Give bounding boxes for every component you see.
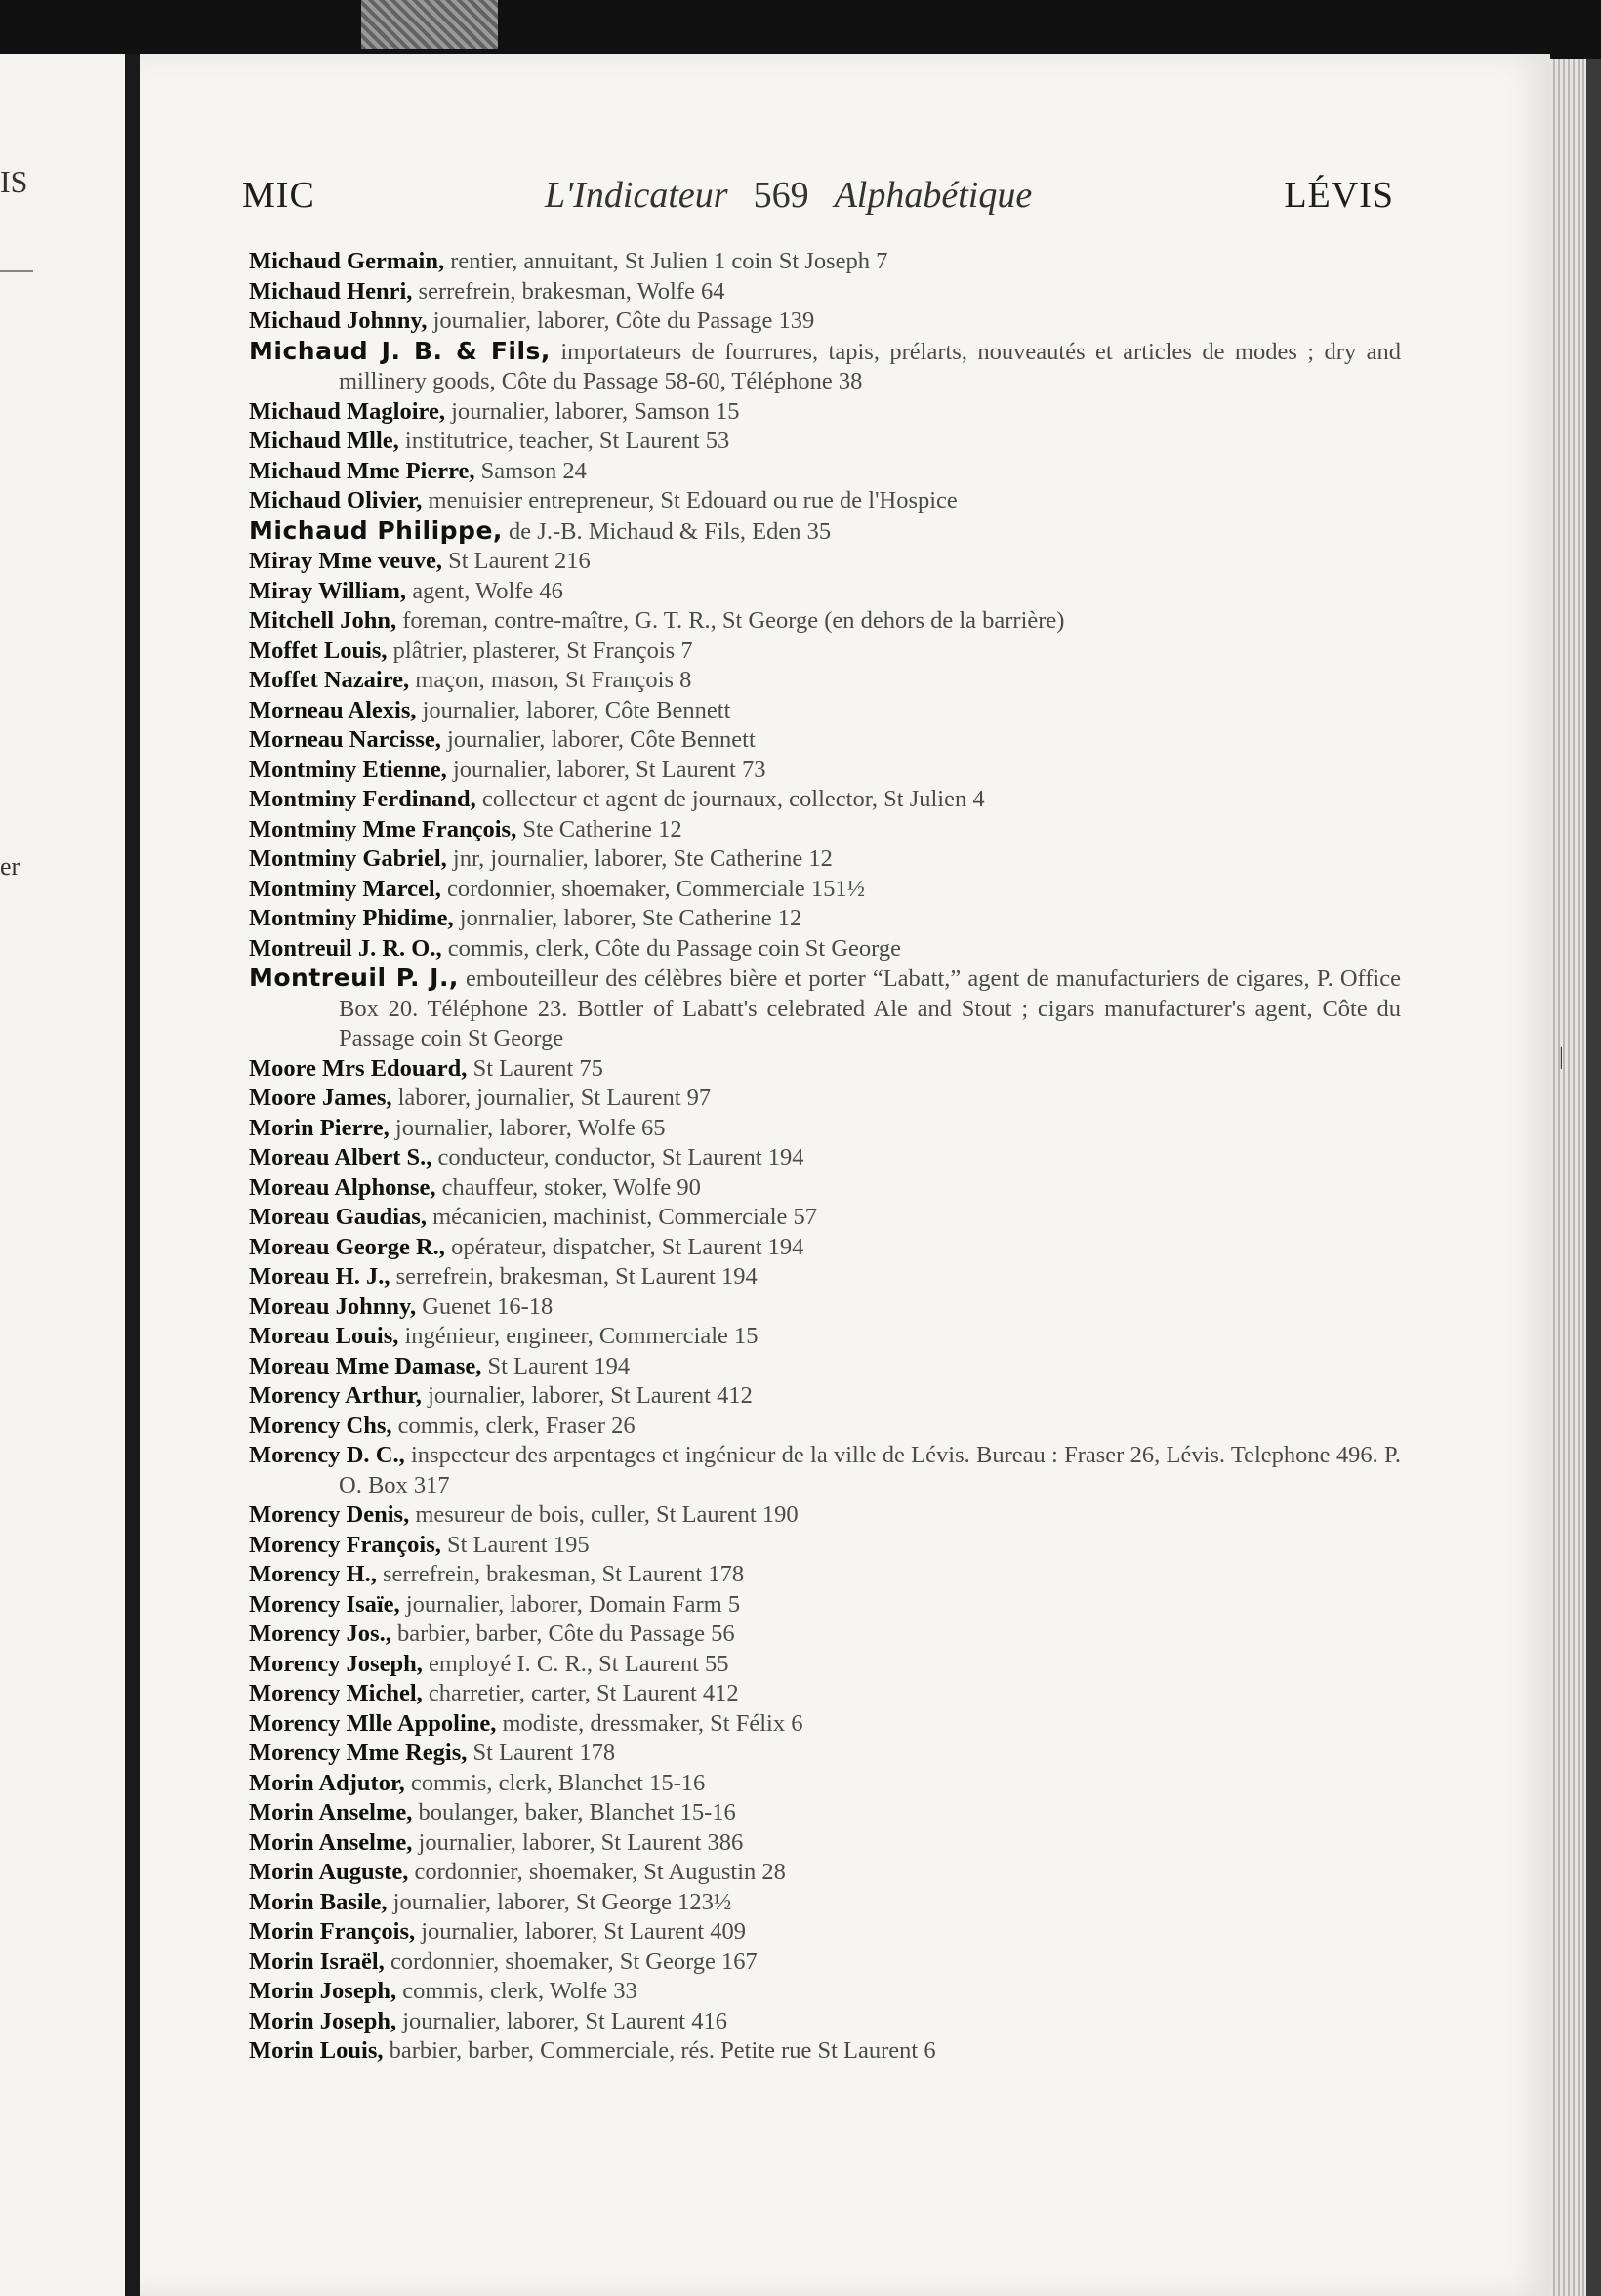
left-page-text-fragment: er — [0, 852, 21, 881]
entry-name: Montminy Ferdinand, — [249, 786, 476, 812]
directory-entry — [249, 427, 1401, 457]
entry-name: Morin Anselme, — [249, 1799, 413, 1825]
entry-details: journalier, laborer, St Laurent 416 — [396, 2007, 727, 2034]
entry-name: Morency Chs, — [249, 1412, 392, 1439]
entry-name: Moreau Albert S., — [249, 1144, 432, 1170]
entry-name: Morency Arthur, — [249, 1382, 422, 1409]
directory-entry — [249, 1590, 1401, 1620]
directory-entry — [249, 1620, 1401, 1650]
left-page-header-fragment: IS — [0, 164, 28, 199]
directory-entry — [249, 1352, 1401, 1382]
directory-entry — [249, 756, 1401, 786]
entry-details: conducteur, conductor, St Laurent 194 — [431, 1144, 804, 1170]
margin-mark: | — [1559, 1045, 1564, 1070]
entry-name: Morin Louis, — [249, 2037, 384, 2064]
entry-details: journalier, laborer, Côte Bennett — [416, 696, 731, 723]
directory-entry — [249, 1888, 1401, 1918]
entry-name: Moreau Johnny, — [249, 1292, 417, 1320]
directory-entry — [249, 277, 1401, 308]
entry-details: journalier, laborer, St Laurent 412 — [421, 1382, 753, 1409]
entry-name: Morency Isaïe, — [249, 1590, 400, 1618]
directory-entry — [249, 1292, 1401, 1323]
directory-entry — [249, 337, 1401, 397]
directory-entry — [249, 1650, 1401, 1680]
directory-entry — [249, 875, 1401, 905]
entry-details: maçon, mason, St François 8 — [409, 667, 692, 693]
directory-entry — [249, 606, 1401, 636]
directory-entry — [249, 696, 1401, 726]
entry-details: barbier, barber, Commerciale, rés. Petite rue St Laurent 6 — [383, 2037, 936, 2064]
left-page-fragment — [0, 54, 125, 2296]
entry-details: chauffeur, stoker, Wolfe 90 — [435, 1173, 701, 1201]
entry-name: Moore James, — [249, 1085, 392, 1111]
entry-name: Moreau H. J., — [249, 1263, 390, 1290]
entry-name: Montminy Phidime, — [249, 905, 454, 931]
entry-name: Montminy Marcel, — [249, 875, 441, 902]
directory-entry — [249, 1143, 1401, 1173]
entry-details: employé I. C. R., St Laurent 55 — [422, 1650, 729, 1677]
entry-name: Morency D. C., — [249, 1442, 405, 1468]
directory-entry — [249, 1114, 1401, 1144]
entry-details: rentier, annuitant, St Julien 1 coin St Joseph 7 — [444, 248, 888, 274]
entry-name: Morin Pierre, — [249, 1114, 390, 1141]
directory-entry — [249, 904, 1401, 934]
entry-details: journalier, laborer, Wolfe 65 — [389, 1114, 666, 1141]
directory-entry — [249, 1412, 1401, 1442]
entry-details: cordonnier, shoemaker, Commerciale 151½ — [440, 875, 866, 902]
entry-name: Moreau Mme Damase, — [249, 1352, 482, 1379]
entry-name: Morin Joseph, — [249, 1978, 397, 2004]
directory-entry — [249, 1054, 1401, 1085]
page-edges-shadow — [1586, 59, 1601, 2296]
entry-details: mécanicien, machinist, Commerciale 57 — [426, 1204, 817, 1230]
entry-details: journalier, laborer, Domain Farm 5 — [399, 1590, 741, 1618]
entry-name: Morency Joseph, — [249, 1650, 423, 1677]
entry-name: Moreau Louis, — [249, 1323, 399, 1349]
entry-name: Montreuil P. J., — [249, 964, 459, 992]
entry-details: journalier, laborer, Samson 15 — [444, 397, 740, 425]
entry-details: embouteilleur des célèbres bière et porter “Labatt,” agent de manufacturiers de cigares, P. Office Box 20. Téléphone 23. Bottler of Labatt's celebrated Ale and Stout ; cigars manufacturer's agent, Côte du Passage coin St George — [339, 965, 1401, 1051]
entry-details: commis, clerk, Blanchet 15-16 — [404, 1769, 706, 1796]
entry-name: Morin Basile, — [249, 1888, 388, 1915]
directory-entry — [249, 1322, 1401, 1352]
entry-name: Miray William, — [249, 577, 407, 604]
entry-name: Michaud Philippe, — [249, 515, 503, 545]
entry-name: Morency H., — [249, 1561, 377, 1587]
entry-details: journalier, laborer, St Laurent 409 — [415, 1918, 747, 1945]
directory-entry — [249, 547, 1401, 577]
entry-details: commis, clerk, Wolfe 33 — [396, 1978, 637, 2004]
entry-details: menuisier entrepreneur, St Edouard ou rue de l'Hospice — [422, 487, 958, 513]
header-right-guide-word: LÉVIS — [1284, 175, 1394, 216]
entry-details: barbier, barber, Côte du Passage 56 — [390, 1620, 735, 1647]
directory-entry — [249, 666, 1401, 696]
entry-name: Moore Mrs Edouard, — [249, 1054, 468, 1082]
entry-details: St Laurent 216 — [441, 548, 591, 574]
entry-name: Michaud Henri, — [249, 277, 413, 305]
entry-name: Morneau Narcisse, — [249, 726, 441, 753]
directory-entry — [249, 1441, 1401, 1500]
directory-entry — [249, 844, 1401, 875]
directory-entry — [249, 577, 1401, 607]
entry-details: commis, clerk, Côte du Passage coin St George — [441, 934, 901, 962]
entry-name: Morin Joseph, — [249, 2007, 397, 2034]
entry-details: cordonnier, shoemaker, St Augustin 28 — [408, 1859, 786, 1885]
top-dark-band — [0, 0, 1601, 59]
entry-name: Morency Mme Regis, — [249, 1740, 468, 1766]
entry-name: Michaud Magloire, — [249, 397, 445, 425]
entry-details: journalier, laborer, St Laurent 386 — [412, 1828, 744, 1856]
left-page-rule — [0, 270, 33, 272]
entry-details: journalier, laborer, St George 123½ — [387, 1888, 732, 1915]
entry-name: Michaud Germain, — [249, 248, 445, 274]
directory-entry — [249, 815, 1401, 845]
entry-details: importateurs de fourrures, tapis, prélarts, nouveautés et articles de modes ; dry and millinery goods, Côte du Passage 58-60, Téléphone 38 — [339, 338, 1401, 394]
entry-name: Morency François, — [249, 1531, 441, 1558]
directory-entry — [249, 2036, 1401, 2067]
directory-entry — [249, 1084, 1401, 1114]
entry-details: St Laurent 195 — [440, 1531, 590, 1558]
directory-entry — [249, 1858, 1401, 1888]
entry-name: Montminy Etienne, — [249, 756, 447, 783]
entry-name: Michaud Mlle, — [249, 428, 399, 454]
entry-name: Morency Mlle Appoline, — [249, 1709, 497, 1737]
entry-details: Ste Catherine 12 — [516, 815, 682, 842]
page-number: 569 — [753, 175, 809, 216]
directory-entry — [249, 964, 1401, 1054]
entry-details: journalier, laborer, Côte Bennett — [440, 726, 756, 753]
entry-details: modiste, dressmaker, St Félix 6 — [496, 1709, 803, 1737]
entry-name: Michaud Mme Pierre, — [249, 457, 475, 484]
directory-entry — [249, 1531, 1401, 1561]
header-left-guide-word: MIC — [242, 175, 315, 216]
entry-details: boulanger, baker, Blanchet 15-16 — [412, 1799, 736, 1825]
entry-details: ingénieur, engineer, Commerciale 15 — [398, 1323, 759, 1349]
entry-details: St Laurent 75 — [467, 1054, 603, 1082]
directory-entry — [249, 1500, 1401, 1531]
entry-name: Moreau Alphonse, — [249, 1173, 436, 1201]
entry-details: opérateur, dispatcher, St Laurent 194 — [444, 1233, 804, 1260]
directory-entry — [249, 486, 1401, 516]
header-title-left: L'Indicateur — [545, 175, 728, 216]
directory-entry — [249, 1917, 1401, 1948]
entry-details: inspecteur des arpentages et ingénieur de la ville de Lévis. Bureau : Fraser 26, Lévis. Telephone 496. P. O. Box 317 — [339, 1442, 1401, 1498]
entry-details: journalier, laborer, Côte du Passage 139 — [427, 308, 815, 334]
directory-entry — [249, 1828, 1401, 1859]
directory-entry — [249, 1173, 1401, 1204]
entry-name: Moffet Louis, — [249, 636, 388, 664]
directory-entry — [249, 1381, 1401, 1412]
entry-details: agent, Wolfe 46 — [406, 577, 563, 604]
directory-entry — [249, 636, 1401, 667]
directory-entry — [249, 1679, 1401, 1709]
entry-details: cordonnier, shoemaker, St George 167 — [384, 1948, 758, 1975]
directory-entry — [249, 307, 1401, 337]
directory-entry — [249, 1709, 1401, 1740]
entry-details: St Laurent 194 — [481, 1352, 631, 1379]
directory-entry — [249, 457, 1401, 487]
directory-entry — [249, 1560, 1401, 1590]
directory-entry — [249, 1769, 1401, 1799]
entry-details: Guenet 16-18 — [416, 1292, 554, 1320]
entry-name: Morneau Alexis, — [249, 696, 417, 723]
entry-name: Morency Michel, — [249, 1680, 423, 1706]
directory-entry — [249, 1739, 1401, 1769]
directory-entry — [249, 397, 1401, 428]
entry-name: Moreau George R., — [249, 1233, 445, 1260]
entry-details: commis, clerk, Fraser 26 — [391, 1412, 636, 1439]
entry-details: mesureur de bois, culler, St Laurent 190 — [409, 1501, 799, 1528]
header-title-right: Alphabétique — [834, 175, 1033, 216]
directory-entry — [249, 1233, 1401, 1263]
entry-details: Samson 24 — [474, 457, 587, 484]
entry-name: Moreau Gaudias, — [249, 1204, 427, 1230]
entry-details: institutrice, teacher, St Laurent 53 — [398, 428, 730, 454]
entry-details: charretier, carter, St Laurent 412 — [422, 1680, 739, 1706]
binding-tape — [361, 0, 498, 49]
directory-entry — [249, 1948, 1401, 1978]
page-gutter — [125, 54, 140, 2296]
directory-entry — [249, 785, 1401, 815]
entry-name: Montminy Mme François, — [249, 815, 517, 842]
entry-name: Michaud J. B. & Fils, — [249, 336, 551, 365]
entry-details: collecteur et agent de journaux, collector, St Julien 4 — [475, 786, 985, 812]
page-header — [242, 174, 1394, 223]
entry-details: laborer, journalier, St Laurent 97 — [391, 1085, 712, 1111]
directory-entry — [249, 1262, 1401, 1292]
directory-entries — [249, 247, 1401, 2067]
entry-details: journalier, laborer, St Laurent 73 — [446, 756, 766, 783]
entry-name: Morin Auguste, — [249, 1859, 409, 1885]
entry-details: plâtrier, plasterer, St François 7 — [387, 636, 693, 664]
entry-name: Montminy Gabriel, — [249, 845, 447, 872]
entry-details: de J.-B. Michaud & Fils, Eden 35 — [502, 517, 832, 545]
directory-entry — [249, 247, 1401, 277]
entry-name: Moffet Nazaire, — [249, 667, 410, 693]
entry-details: serrefrein, brakesman, St Laurent 178 — [376, 1561, 745, 1587]
entry-details: foreman, contre-maître, G. T. R., St George (en dehors de la barrière) — [396, 607, 1065, 634]
entry-details: serrefrein, brakesman, St Laurent 194 — [390, 1263, 758, 1290]
entry-name: Morency Jos., — [249, 1620, 391, 1647]
entry-name: Miray Mme veuve, — [249, 548, 442, 574]
entry-name: Morency Denis, — [249, 1501, 410, 1528]
entry-name: Morin Israël, — [249, 1948, 385, 1975]
entry-details: serrefrein, brakesman, Wolfe 64 — [412, 277, 725, 305]
entry-name: Michaud Johnny, — [249, 308, 428, 334]
entry-name: Michaud Olivier, — [249, 487, 423, 513]
directory-entry — [249, 934, 1401, 964]
directory-entry — [249, 1203, 1401, 1233]
entry-name: Morin Adjutor, — [249, 1769, 405, 1796]
entry-details: jnr, journalier, laborer, Ste Catherine 12 — [446, 845, 833, 872]
directory-entry — [249, 1977, 1401, 2007]
entry-details: jonrnalier, laborer, Ste Catherine 12 — [453, 905, 802, 931]
directory-entry — [249, 1798, 1401, 1828]
header-title — [545, 174, 1032, 217]
entry-name: Morin François, — [249, 1918, 416, 1945]
entry-details: St Laurent 178 — [467, 1740, 616, 1766]
directory-entry — [249, 516, 1401, 548]
directory-entry — [249, 2007, 1401, 2037]
directory-entry — [249, 725, 1401, 756]
entry-name: Morin Anselme, — [249, 1828, 413, 1856]
entry-name: Montreuil J. R. O., — [249, 934, 442, 962]
entry-name: Mitchell John, — [249, 607, 397, 634]
